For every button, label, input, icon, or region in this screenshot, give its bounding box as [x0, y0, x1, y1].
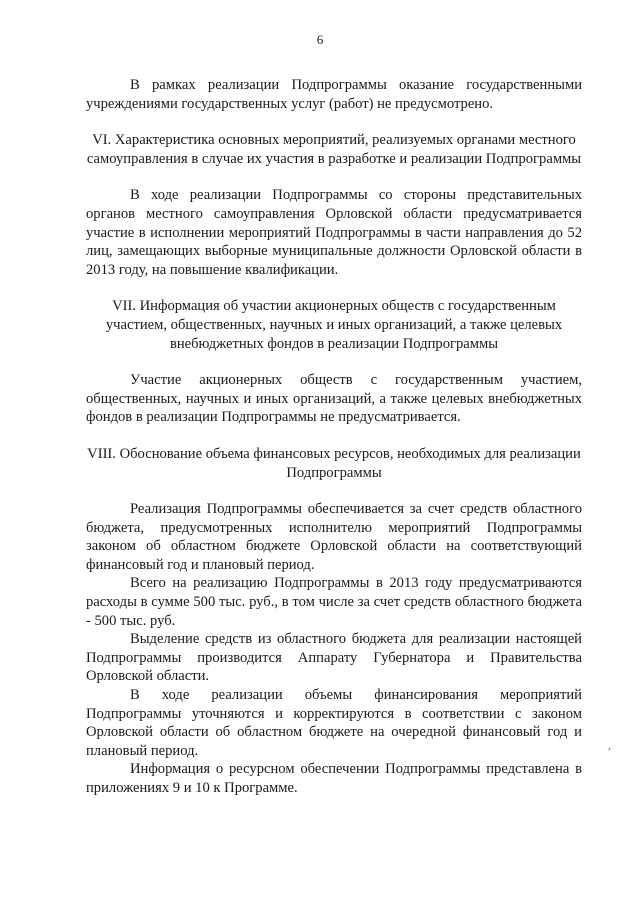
section-heading-vii: VII. Информация об участии акционерных обществ с государственным участием, общественных, научных и иных организаций, а также целевых внебюджетных фондов в реализации Подпрограммы: [105, 298, 563, 352]
section-heading-viii: VIII. Обоснование объема финансовых ресурсов, необходимых для реализации Подпрограммы: [87, 445, 581, 481]
paragraph-funding-source: Реализация Подпрограммы обеспечивается за счет средств областного бюджета, предусмотренных исполнителю мероприятий Подпрограммы законом об областном бюджете Орловской области на соответствующий финансовый год и плановый период.: [86, 501, 582, 573]
paragraph-organizations: Участие акционерных обществ с государственным участием, общественных, научных и иных организаций, а также целевых внебюджетных фондов в реализации Подпрограммы не предусматривается.: [86, 372, 582, 426]
paragraph-resource-info: Информация о ресурсном обеспечении Подпрограммы представлена в приложениях 9 и 10 к Программе.: [86, 761, 582, 796]
page-number: 6: [316, 32, 324, 47]
margin-mark: ,: [608, 738, 611, 752]
paragraph-state-services: В рамках реализации Подпрограммы оказание государственными учреждениями государственных услуг (работ) не предусмотрено.: [86, 77, 582, 112]
section-heading-vi: VI. Характеристика основных мероприятий, реализуемых органами местного самоуправления в случае их участия в разработке и реализации Подпрограммы: [86, 132, 582, 167]
paragraph-funding-adjustment: В ходе реализации объемы финансирования мероприятий Подпрограммы уточняются и корректируются в соответствии с законом Орловской области об областном бюджете на очередной финансовый год и плановый период.: [86, 687, 582, 759]
paragraph-funding-total: Всего на реализацию Подпрограммы в 2013 году предусматриваются расходы в сумме 500 тыс. руб., в том числе за счет средств областного бюджета - 500 тыс. руб.: [86, 575, 582, 629]
paragraph-funding-allocation: Выделение средств из областного бюджета для реализации настоящей Подпрограммы производится Аппарату Губернатора и Правительства Орловской области.: [86, 631, 582, 685]
paragraph-local-government: В ходе реализации Подпрограммы со стороны представительных органов местного самоуправления Орловской области предусматривается участие в исполнении мероприятий Подпрограммы в части направления до 52 лиц, замещающих выборные муниципальные должности Орловской области в 2013 году, на повышение квалификации.: [86, 187, 582, 278]
document-body: [86, 76, 582, 798]
